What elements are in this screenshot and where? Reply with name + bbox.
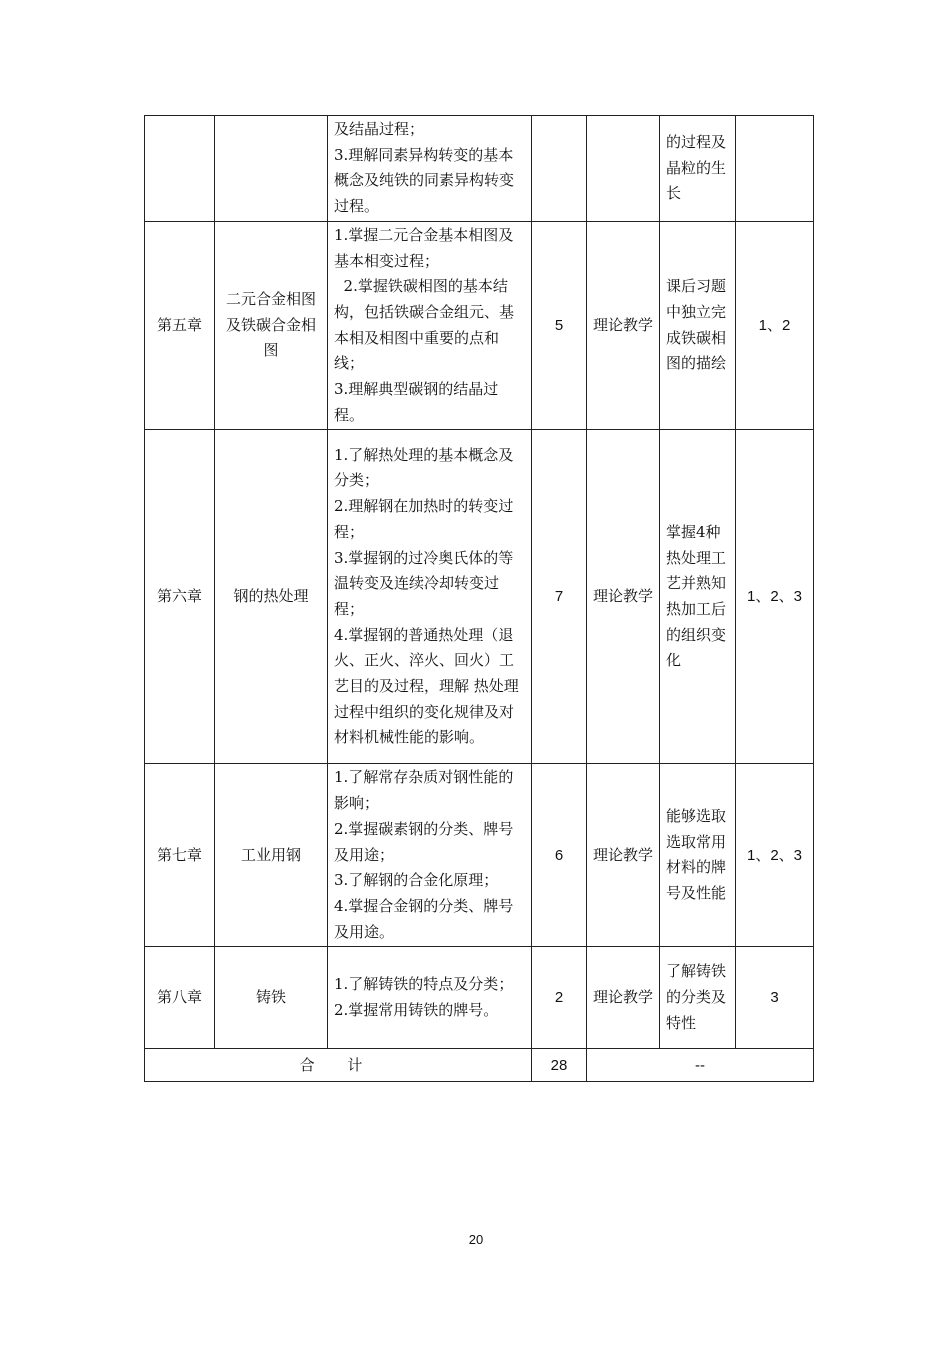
chapter-title-cell: 铸铁	[215, 947, 328, 1049]
objective-item: 2.理解钢在加热时的转变过程；	[334, 497, 514, 541]
teaching-method-cell: 理论教学	[587, 221, 660, 430]
table-body	[145, 116, 814, 1082]
objective-item: 1.了解热处理的基本概念及分类；	[334, 445, 514, 490]
goals-cell: 1、2、3	[736, 764, 814, 947]
chapter-title-cell: 工业用钢	[215, 764, 328, 947]
chapter-cell	[145, 116, 215, 222]
table-row	[145, 764, 814, 947]
requirement-cell: 课后习题中独立完成铁碳相图的描绘	[660, 221, 736, 430]
page-number: 20	[468, 1232, 484, 1247]
chapter-cell: 第八章	[145, 947, 215, 1049]
total-label-text: 合 计	[299, 1055, 377, 1074]
teaching-method-cell: 理论教学	[587, 764, 660, 947]
objective-item: 4.掌握钢的普通热处理（退火、正火、淬火、回火）工艺目的及过程，理解 热处理过程中组织的变化规律及对材料机械性能的影响。	[334, 625, 519, 747]
total-rest: --	[587, 1049, 814, 1082]
objective-item: 2.掌握碳素钢的分类、牌号及用途；	[334, 819, 514, 864]
table-row	[145, 221, 814, 430]
teaching-method-cell: 理论教学	[587, 430, 660, 764]
objective-item: 3.掌握钢的过冷奥氏体的等温转变及连续冷却转变过程；	[334, 548, 514, 618]
total-hours: 28	[532, 1049, 587, 1082]
chapter-title-cell	[215, 116, 328, 222]
total-row	[145, 1049, 814, 1082]
hours-cell: 5	[532, 221, 587, 430]
hours-cell: 7	[532, 430, 587, 764]
requirement-cell: 的过程及晶粒的生长	[660, 116, 736, 222]
table-row	[145, 116, 814, 222]
teaching-method-cell	[587, 116, 660, 222]
objective-item: 1.了解铸铁的特点及分类；	[334, 975, 514, 994]
goals-cell: 3	[736, 947, 814, 1049]
chapter-cell: 第六章	[145, 430, 215, 764]
chapter-title-cell: 二元合金相图及铁碳合金相图	[215, 221, 328, 430]
hours-cell	[532, 116, 587, 222]
objective-item: 2.掌握铁碳相图的基本结构，包括铁碳合金组元、基本相及相图中重要的点和线；	[334, 277, 515, 373]
requirement-cell: 能够选取选取常用材料的牌号及性能	[660, 764, 736, 947]
objective-item: 1.了解常存杂质对钢性能的影响；	[334, 768, 514, 813]
objective-item: 4.掌握合金钢的分类、牌号及用途。	[334, 896, 514, 941]
chapter-cell: 第七章	[145, 764, 215, 947]
objective-item: 3.理解典型碳钢的结晶过程。	[334, 380, 499, 424]
table-row	[145, 947, 814, 1049]
objective-item: 3.了解钢的合金化原理；	[334, 871, 499, 890]
objectives-cell	[328, 764, 532, 947]
goals-cell: 1、2	[736, 221, 814, 430]
objectives-cell	[328, 221, 532, 430]
table-row	[145, 430, 814, 764]
teaching-method-cell: 理论教学	[587, 947, 660, 1049]
hours-cell: 2	[532, 947, 587, 1049]
chapter-title-cell: 钢的热处理	[215, 430, 328, 764]
requirement-cell: 了解铸铁的分类及特性	[660, 947, 736, 1049]
requirement-cell: 掌握4种热处理工艺并熟知热加工后的组织变化	[660, 430, 736, 764]
objectives-cell	[328, 947, 532, 1049]
objectives-cell	[328, 430, 532, 764]
hours-cell: 6	[532, 764, 587, 947]
syllabus-table	[144, 115, 814, 1082]
objective-item: 3.理解同素异构转变的基本概念及纯铁的同素异构转变过程。	[334, 145, 515, 216]
objectives-cell	[328, 116, 532, 222]
objective-item: 2.掌握常用铸铁的牌号。	[334, 1000, 499, 1019]
goals-cell	[736, 116, 814, 222]
chapter-cell: 第五章	[145, 221, 215, 430]
total-label	[145, 1049, 532, 1082]
objective-item: 1.掌握二元合金基本相图及基本相变过程；	[334, 225, 514, 270]
goals-cell: 1、2、3	[736, 430, 814, 764]
objective-item: 及结晶过程；	[334, 120, 425, 138]
